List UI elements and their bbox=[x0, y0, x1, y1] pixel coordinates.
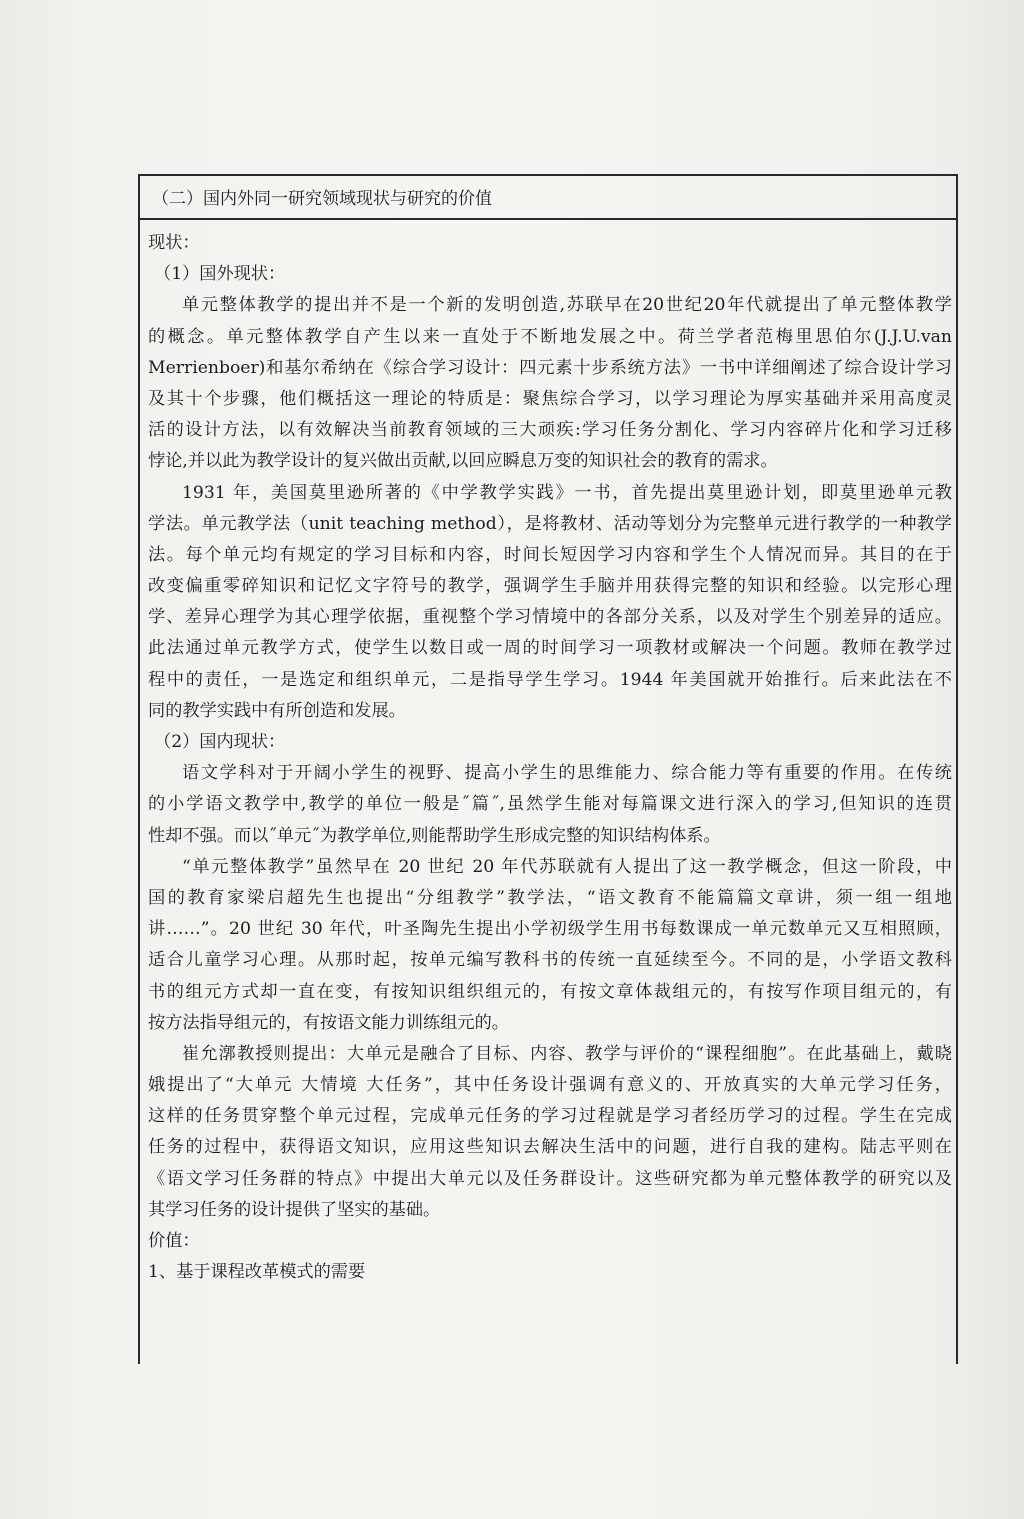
text-line: 法。每个单元均有规定的学习目标和内容，时间长短因学习内容和学生个人情况而异。其目的在于 bbox=[148, 544, 952, 565]
text-line: 及其十个步骤，他们概括这一理论的特质是：聚焦综合学习，以学习理论为厚实基础并采用高度灵 bbox=[148, 388, 952, 409]
text-line: 其学习任务的设计提供了坚实的基础。 bbox=[148, 1199, 441, 1220]
text-line: 这样的任务贯穿整个单元过程，完成单元任务的学习过程就是学习者经历学习的过程。学生在完成 bbox=[148, 1106, 952, 1127]
text-line: （1）国外现状： bbox=[154, 264, 286, 285]
text-line: 的小学语文教学中,教学的单位一般是˝篇˝,虽然学生能对每篇课文进行深入的学习,但知识的连贯 bbox=[148, 794, 952, 815]
text-line: 适合儿童学习心理。从那时起，按单元编写教科书的传统一直延续至今。不同的是，小学语文教科 bbox=[148, 950, 952, 971]
text-line: 学法。单元教学法（unit teaching method），是将教材、活动等划分为完整单元进行教学的一种教学 bbox=[148, 513, 952, 534]
text-line: 单元整体教学的提出并不是一个新的发明创造,苏联早在20世纪20年代就提出了单元整体教学 bbox=[182, 295, 952, 316]
text-line: 同的教学实践中有所创造和发展。 bbox=[148, 700, 406, 721]
section-body bbox=[140, 222, 956, 1288]
text-line: 悖论,并以此为教学设计的复兴做出贡献,以回应瞬息万变的知识社会的教育的需求。 bbox=[148, 451, 778, 472]
text-line: 语文学科对于开阔小学生的视野、提高小学生的思维能力、综合能力等有重要的作用。在传统 bbox=[182, 763, 952, 784]
text-line: 的概念。单元整体教学自产生以来一直处于不断地发展之中。荷兰学者范梅里思伯尔(J.J.U.van bbox=[148, 326, 952, 347]
text-line: 国的教育家梁启超先生也提出“分组教学”教学法，“语文教育不能篇篇文章讲，须一组一组地 bbox=[148, 887, 952, 908]
form-table bbox=[138, 174, 958, 1364]
text-line: （2）国内现状： bbox=[154, 732, 286, 752]
text-line: 学、差异心理学为其心理学依据，重视整个学习情境中的各部分关系，以及对学生个别差异的适应。 bbox=[148, 607, 952, 628]
text-line: 现状： bbox=[148, 233, 200, 253]
text-line: 性却不强。而以˝单元˝为教学单位,则能帮助学生形成完整的知识结构体系。 bbox=[148, 825, 721, 846]
text-line: “单元整体教学”虽然早在 20 世纪 20 年代苏联就有人提出了这一教学概念，但这一阶段，中 bbox=[182, 856, 952, 877]
text-line: Merrienboer)和基尔希纳在《综合学习设计：四元素十步系统方法》一书中详细阐述了综合设计学习 bbox=[148, 357, 952, 378]
text-line: 程中的责任，一是选定和组织单元，二是指导学生学习。1944 年美国就开始推行。后来此法在不 bbox=[148, 669, 952, 690]
text-line: 讲……”。20 世纪 30 年代，叶圣陶先生提出小学初级学生用书每数课成一单元数单元又互相照顾， bbox=[148, 919, 952, 940]
text-line: 改变偏重零碎知识和记忆文字符号的教学，强调学生手脑并用获得完整的知识和经验。以完形心理 bbox=[148, 576, 952, 597]
text-line: 娥提出了“大单元 大情境 大任务”，其中任务设计强调有意义的、开放真实的大单元学习任务， bbox=[148, 1075, 952, 1096]
text-line: 书的组元方式却一直在变，有按知识组织组元的，有按文章体裁组元的，有按写作项目组元的，有 bbox=[148, 981, 952, 1002]
text-line: 此法通过单元教学方式，使学生以数日或一周的时间学习一项教材或解决一个问题。教师在教学过 bbox=[148, 638, 952, 659]
text-line: 任务的过程中，获得语文知识，应用这些知识去解决生活中的问题，进行自我的建构。陆志平则在 bbox=[148, 1137, 952, 1158]
text-line: 1、基于课程改革模式的需要 bbox=[148, 1262, 366, 1283]
text-line: 按方法指导组元的，有按语文能力训练组元的。 bbox=[148, 1012, 509, 1033]
text-line: 活的设计方法，以有效解决当前教育领域的三大顽疾:学习任务分割化、学习内容碎片化和学习迁移 bbox=[148, 420, 952, 441]
section-title: （二）国内外同一研究领域现状与研究的价值 bbox=[140, 176, 956, 220]
text-line: 《语文学习任务群的特点》中提出大单元以及任务群设计。这些研究都为单元整体教学的研究以及 bbox=[148, 1168, 952, 1189]
text-line: 崔允漷教授则提出：大单元是融合了目标、内容、教学与评价的“课程细胞”。在此基础上，戴晓 bbox=[182, 1043, 952, 1064]
text-line: 价值： bbox=[148, 1231, 200, 1251]
text-line: 1931 年，美国莫里逊所著的《中学教学实践》一书，首先提出莫里逊计划，即莫里逊单元教 bbox=[182, 482, 952, 503]
